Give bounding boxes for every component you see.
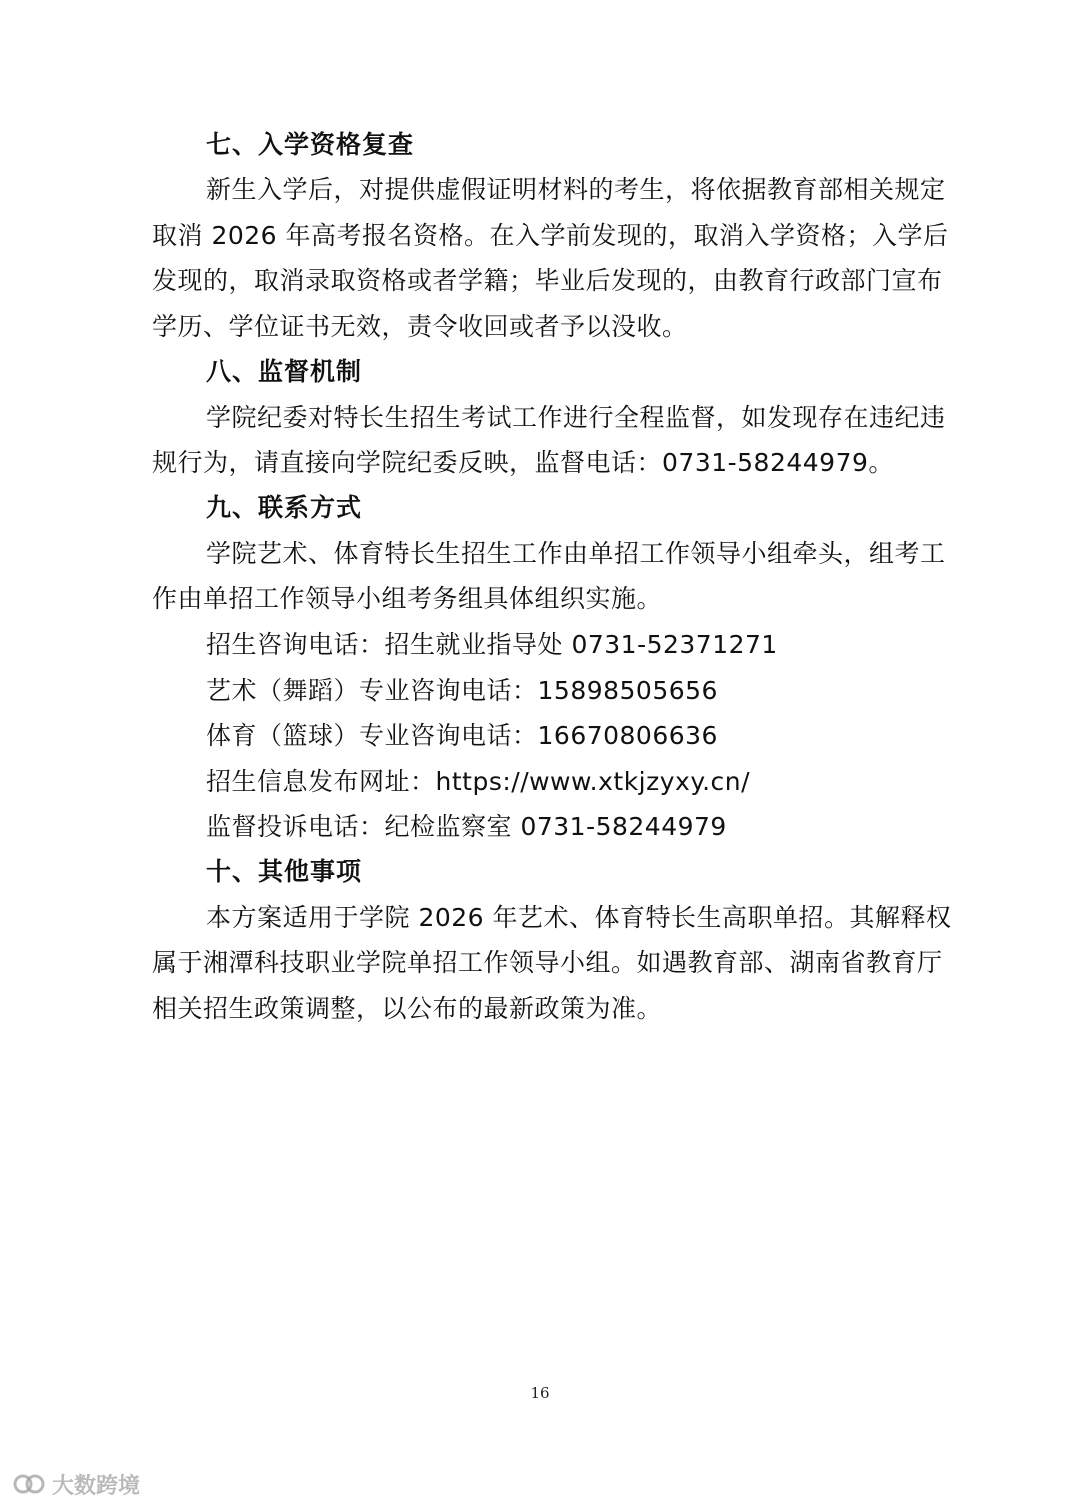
paragraph-line: 本方案适用于学院 2026 年艺术、体育特长生高职单招。其解释权 bbox=[206, 903, 952, 932]
watermark bbox=[12, 1466, 140, 1502]
paragraph-line: 学院艺术、体育特长生招生工作由单招工作领导小组牵头，组考工 bbox=[206, 539, 946, 568]
heading-section-7: 七、入学资格复查 bbox=[206, 130, 415, 159]
page-number: 16 bbox=[530, 1384, 550, 1402]
paragraph-line: 发现的，取消录取资格或者学籍；毕业后发现的，由教育行政部门宣布 bbox=[152, 266, 943, 295]
contact-admissions-phone: 招生咨询电话：招生就业指导处 0731-52371271 bbox=[206, 630, 778, 659]
watermark-text: 大数跨境 bbox=[52, 1473, 141, 1499]
paragraph-line: 作由单招工作领导小组考务组具体组织实施。 bbox=[152, 584, 663, 613]
paragraph-line: 相关招生政策调整，以公布的最新政策为准。 bbox=[152, 994, 663, 1023]
paragraph-line: 新生入学后，对提供虚假证明材料的考生，将依据教育部相关规定 bbox=[206, 175, 946, 204]
paragraph-line: 学院纪委对特长生招生考试工作进行全程监督，如发现存在违纪违 bbox=[206, 403, 946, 432]
paragraph-line: 取消 2026 年高考报名资格。在入学前发现的，取消入学资格；入学后 bbox=[152, 221, 949, 250]
heading-section-9: 九、联系方式 bbox=[206, 493, 363, 522]
contact-dance-phone: 艺术（舞蹈）专业咨询电话：15898505656 bbox=[206, 676, 718, 705]
paragraph-line: 规行为，请直接向学院纪委反映，监督电话：0731-58244979。 bbox=[152, 448, 894, 477]
heading-section-10: 十、其他事项 bbox=[206, 857, 363, 886]
paragraph-line: 学历、学位证书无效，责令收回或者予以没收。 bbox=[152, 312, 688, 341]
contact-website: 招生信息发布网址：https://www.xtkjzyxy.cn/ bbox=[206, 767, 751, 796]
heading-section-8: 八、监督机制 bbox=[206, 357, 363, 386]
contact-complaint-phone: 监督投诉电话：纪检监察室 0731-58244979 bbox=[206, 812, 727, 841]
paragraph-line: 属于湘潭科技职业学院单招工作领导小组。如遇教育部、湖南省教育厅 bbox=[152, 948, 943, 977]
contact-basketball-phone: 体育（篮球）专业咨询电话：16670806636 bbox=[206, 721, 718, 750]
brand-logo-icon bbox=[12, 1469, 46, 1499]
